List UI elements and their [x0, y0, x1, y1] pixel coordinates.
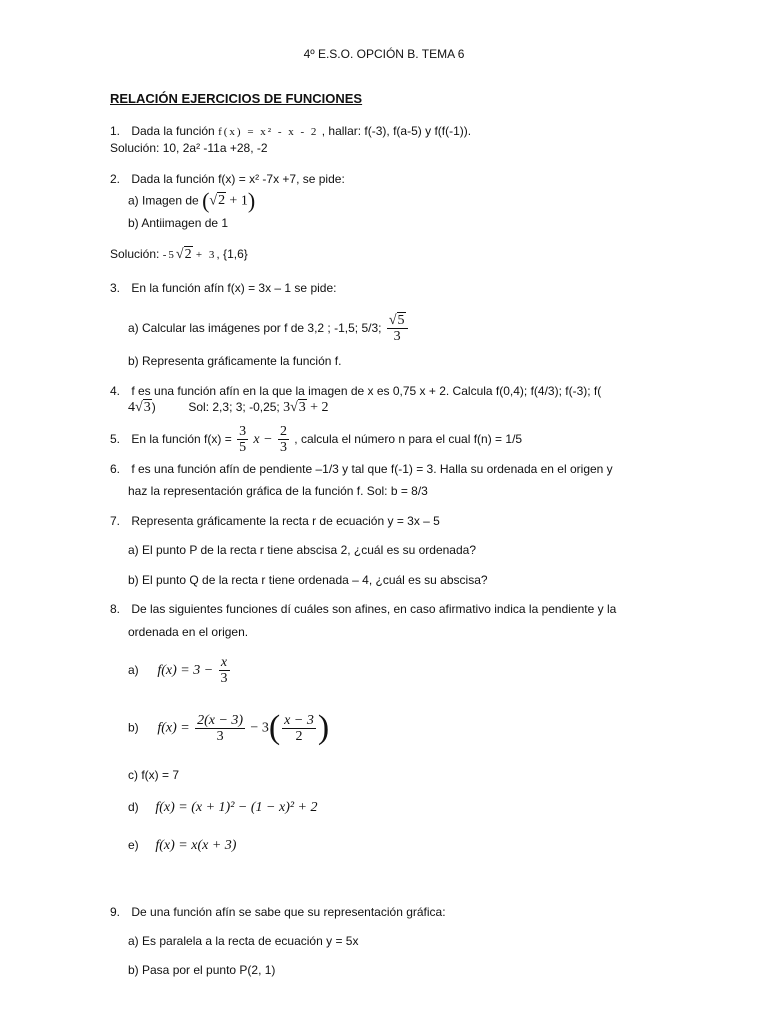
formula: − 3 — [250, 720, 269, 736]
denominator: 3 — [279, 440, 287, 456]
exercise-7-b: b) El punto Q de la recta r tiene ordenada – 4, ¿cuál es su abscisa? — [128, 573, 488, 587]
formula: f(x) = x² - x - 2 — [218, 126, 319, 138]
numerator: 2(x − 3) — [197, 712, 244, 728]
exercise-number: 3. — [110, 281, 121, 295]
exercise-1-solution: Solución: 10, 2a² -11a +28, -2 — [110, 141, 268, 155]
exercise-8 — [110, 602, 616, 616]
exercise-text: Dada la función f(x) = x² -7x +7, se pide: — [131, 172, 345, 186]
exercise-7 — [110, 514, 440, 528]
exercise-7-a: a) El punto P de la recta r tiene abscisa 2, ¿cuál es su ordenada? — [128, 543, 476, 557]
denominator: 2 — [295, 728, 303, 744]
exercise-8-a — [128, 655, 232, 687]
exercise-3 — [110, 281, 336, 295]
exercise-text: De una función afín se sabe que su representación gráfica: — [131, 905, 446, 919]
formula: f(x) = (x + 1)² − (1 − x)² + 2 — [155, 800, 318, 815]
formula: -5 — [162, 249, 176, 261]
formula: f(x) = x(x + 3) — [155, 838, 237, 853]
denominator: 5 — [239, 440, 247, 456]
denominator: 3 — [393, 329, 401, 345]
exercise-text: En la función afín f(x) = 3x – 1 se pide: — [131, 281, 337, 295]
item-label: a) — [128, 663, 139, 678]
paren-close: ) — [247, 188, 256, 213]
exercise-8-b — [128, 708, 329, 749]
formula: + 1 — [229, 193, 248, 209]
page-header: 4º E.S.O. OPCIÓN B. TEMA 6 — [303, 47, 465, 61]
exercise-9-b: b) Pasa por el punto P(2, 1) — [128, 963, 276, 977]
exercise-text: De las siguientes funciones dí cuáles son afines, en caso afirmativo indica la pendiente y la — [131, 602, 617, 616]
exercise-8-c: c) f(x) = 7 — [128, 768, 180, 782]
exercise-8-e — [128, 838, 236, 855]
exercise-number: 8. — [110, 602, 121, 616]
solution-label: Solución: — [110, 247, 160, 261]
numerator: 3 — [239, 424, 247, 439]
formula: + 3 — [195, 249, 217, 261]
exercise-4 — [110, 384, 601, 398]
item-label: b) — [128, 720, 139, 735]
numerator: x − 3 — [284, 712, 314, 728]
exercise-text: Dada la función — [131, 124, 215, 138]
exercise-2-solution: Solución: -5√2 + 3, {1,6} — [110, 247, 248, 262]
item-label: e) — [128, 838, 139, 852]
formula: f(x) = — [157, 720, 190, 736]
exercise-5 — [110, 424, 522, 456]
radicand: 3 — [298, 400, 306, 415]
exercise-8-d — [128, 800, 318, 817]
fraction — [219, 655, 230, 687]
exercise-number: 1. — [110, 124, 121, 138]
radicand: 2 — [184, 247, 192, 262]
exercise-3-b: b) Representa gráficamente la función f. — [128, 354, 342, 368]
numerator: x — [219, 655, 230, 671]
exercise-6 — [110, 462, 613, 476]
paren-close: ) — [317, 709, 330, 746]
formula: f(x) = 3 − — [157, 663, 214, 679]
formula: x − — [253, 432, 273, 448]
exercise-number: 7. — [110, 514, 121, 528]
solution-text: Sol: 2,3; 3; -0,25; — [188, 400, 280, 414]
exercise-number: 6. — [110, 462, 121, 476]
item-label: d) — [128, 800, 139, 814]
exercise-number: 5. — [110, 432, 121, 447]
radicand: 3 — [143, 400, 151, 415]
paren-open: ( — [268, 709, 281, 746]
exercise-text: f es una función afín en la que la imagen de x es 0,75 x + 2. Calcula f(0,4); f(4/3); f(-3); f( — [131, 384, 602, 398]
item-text: a) Imagen de — [128, 193, 199, 208]
exercise-2 — [110, 172, 345, 186]
denominator: 3 — [220, 671, 228, 687]
exercise-1 — [110, 124, 471, 139]
item-text: a) Calcular las imágenes por f de 3,2 ; -1,5; 5/3; — [128, 321, 382, 336]
exercise-text: Representa gráficamente la recta r de ecuación y = 3x – 5 — [131, 514, 440, 528]
exercise-text: , hallar: f(-3), f(a-5) y f(f(-1)). — [321, 124, 472, 138]
exercise-3-a — [128, 313, 410, 345]
exercise-number: 4. — [110, 384, 121, 398]
radicand: 5 — [397, 313, 405, 328]
exercise-number: 9. — [110, 905, 121, 919]
exercise-2-a: a) Imagen de (√2 + 1) — [128, 188, 256, 213]
radicand: 2 — [218, 193, 226, 209]
formula: + 2 — [310, 400, 329, 415]
exercise-2-b: b) Antiimagen de 1 — [128, 216, 229, 230]
exercise-9-a: a) Es paralela a la recta de ecuación y = 5x — [128, 934, 359, 948]
fraction — [282, 713, 316, 745]
numerator: 2 — [279, 424, 287, 439]
fraction — [237, 424, 248, 456]
fraction — [278, 424, 289, 456]
exercise-text: f es una función afín de pendiente –1/3 y tal que f(-1) = 3. Halla su ordenada en el origen y — [131, 462, 613, 476]
page-title: RELACIÓN EJERCICIOS DE FUNCIONES — [110, 91, 363, 106]
exercise-8-line2: ordenada en el origen. — [128, 625, 249, 639]
exercise-9 — [110, 905, 446, 919]
exercise-number: 2. — [110, 172, 121, 186]
coefficient: 3 — [283, 400, 291, 415]
exercise-text: ) — [151, 400, 156, 414]
exercise-6-line2: haz la representación gráfica de la función f. Sol: b = 8/3 — [128, 484, 428, 498]
fraction: $\frac{√5}{3}$ — [387, 313, 408, 345]
denominator: 3 — [216, 728, 224, 744]
coefficient: 4 — [128, 400, 135, 415]
exercise-text: En la función f(x) = — [131, 432, 232, 447]
solution-text: , {1,6} — [216, 247, 248, 261]
exercise-4-line2: 4√3) Sol: 2,3; 3; -0,25; 3√3 + 2 — [128, 400, 329, 415]
exercise-text: , calcula el número n para el cual f(n) = 1/5 — [294, 432, 523, 447]
paren-open: ( — [202, 188, 210, 213]
fraction — [195, 713, 245, 745]
